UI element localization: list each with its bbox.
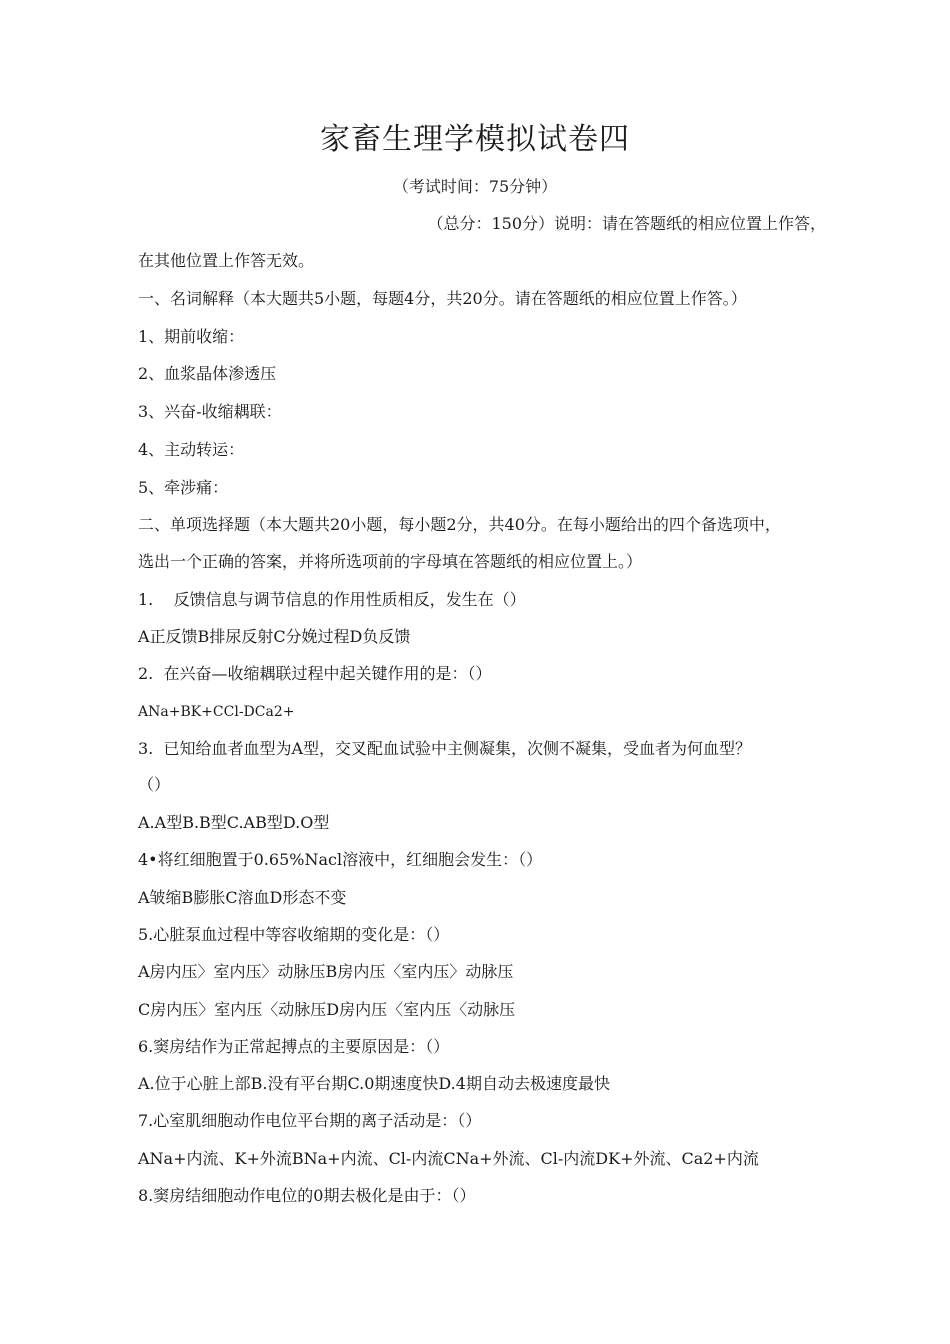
question: 3. 已知给血者血型为A型，交叉配血试验中主侧凝集，次侧不凝集，受血者为何血型？ [138,739,751,758]
question: 6.窦房结作为正常起搏点的主要原因是：（） [138,1037,450,1056]
term-item: 3、兴奋-收缩耦联： [138,402,282,421]
question-options: A皱缩B膨胀C溶血D形态不变 [138,888,347,907]
question: 5.心脏泵血过程中等容收缩期的变化是：（） [138,925,450,944]
question-options: A房内压〉室内压〉动脉压B房内压〈室内压〉动脉压 [138,962,514,981]
section-2-heading-cont: 选出一个正确的答案，并将所选项前的字母填在答题纸的相应位置上。） [138,552,643,571]
question-options: A.A型B.B型C.AB型D.O型 [138,813,330,832]
score-note-continued: 在其他位置上作答无效。 [138,251,315,270]
question: 2. 在兴奋—收缩耦联过程中起关键作用的是：（） [138,664,492,683]
question-continued: （） [138,775,171,794]
question-options: ANa+内流、K+外流BNa+内流、Cl-内流CNa+外流、Cl-内流DK+外流、Ca2+内流 [138,1149,759,1168]
question-options: ANa+BK+CCl-DCa2+ [138,704,295,720]
question: 8.窦房结细胞动作电位的0期去极化是由于：（） [138,1186,476,1205]
question-options: A正反馈B排尿反射C分娩过程D负反馈 [138,627,411,646]
exam-time: （考试时间：75分钟） [392,177,558,196]
term-item: 2、血浆晶体渗透压 [138,364,277,383]
question: 1. 反馈信息与调节信息的作用性质相反，发生在（） [138,590,526,609]
section-2-heading: 二、单项选择题（本大题共20小题，每小题2分，共40分。在每小题给出的四个备选项中， [138,515,781,534]
question: 7.心室肌细胞动作电位平台期的离子活动是：（） [138,1111,482,1130]
term-item: 4、主动转运： [138,440,245,459]
page-title: 家畜生理学模拟试卷四 [320,122,630,157]
question-options: C房内压〉室内压〈动脉压D房内压〈室内压〈动脉压 [138,1000,516,1019]
question: 4•将红细胞置于0.65%Nacl溶液中，红细胞会发生：（） [138,850,543,869]
question-options: A.位于心脏上部B.没有平台期C.0期速度快D.4期自动去极速度最快 [138,1074,610,1093]
section-1-heading: 一、名词解释（本大题共5小题，每题4分，共20分。请在答题纸的相应位置上作答。） [138,289,747,308]
score-note: （总分：150分）说明：请在答题纸的相应位置上作答， [427,214,826,233]
term-item: 5、牵涉痛： [138,478,229,497]
term-item: 1、期前收缩： [138,327,245,346]
